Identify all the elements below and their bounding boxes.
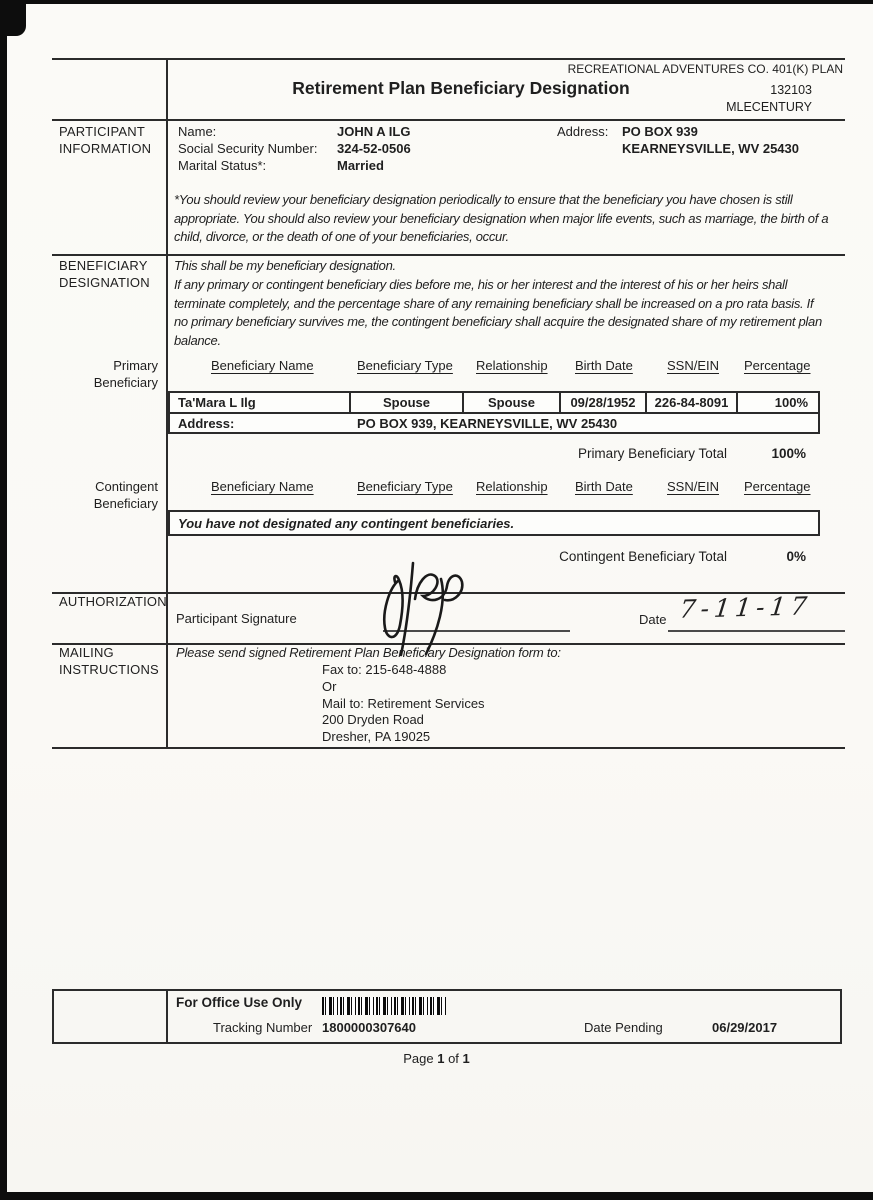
- primary-beneficiary-label-2: Beneficiary: [93, 375, 158, 390]
- mailing-fax: Fax to: 215-648-4888: [322, 662, 447, 677]
- scan-edge-left: [0, 0, 7, 1200]
- section-label-participant-2: INFORMATION: [59, 141, 152, 156]
- row-address-value: PO BOX 939, KEARNEYSVILLE, WV 25430: [357, 415, 618, 431]
- column-header-birth-date: Birth Date: [575, 358, 633, 373]
- divider-top: [52, 58, 845, 60]
- plan-name: RECREATIONAL ADVENTURES CO. 401(K) PLAN: [567, 62, 843, 76]
- scan-edge-bottom: [0, 1192, 873, 1200]
- section-label-mailing-1: MAILING: [59, 645, 114, 660]
- column-header-ssn-ein: SSN/EIN: [667, 358, 720, 373]
- cell-relationship: Spouse: [462, 393, 559, 412]
- contingent-beneficiary-label-1: Contingent: [95, 479, 158, 494]
- cell-birth-date: 09/28/1952: [559, 393, 645, 412]
- primary-total-value: 100%: [771, 446, 806, 461]
- beneficiary-intro-paragraph: If any primary or contingent beneficiary dies before me, his or her interest and the interest of his or her heirs shall terminate completely, and the percentage share of any remaining beneficiary shall be increased on a pro rata basis. If no primary beneficiary survives me, the contingent beneficiary shall acquire the designated share of my retirement plan balance.: [174, 277, 822, 348]
- ssn-label: Social Security Number:: [178, 141, 318, 156]
- date-label: Date: [639, 612, 667, 627]
- divider-bottom: [52, 747, 845, 749]
- contingent-empty-box: [168, 510, 820, 536]
- mailing-city: Dresher, PA 19025: [322, 729, 431, 744]
- section-label-mailing-2: INSTRUCTIONS: [59, 662, 159, 677]
- date-pending-value: 06/29/2017: [712, 1020, 778, 1035]
- section-label-authorization: AUTHORIZATION: [59, 594, 167, 609]
- name-value: JOHN A ILG: [337, 124, 411, 139]
- column-header-birth-date: Birth Date: [575, 479, 633, 494]
- mailing-intro: Please send signed Retirement Plan Beneficiary Designation form to:: [176, 645, 561, 660]
- scan-edge-top: [0, 0, 873, 4]
- marital-status-label: Marital Status*:: [178, 158, 267, 173]
- column-header-ssn-ein: SSN/EIN: [667, 479, 720, 494]
- tracking-number-value: 1800000307640: [322, 1020, 416, 1035]
- ssn-value: 324-52-0506: [337, 141, 411, 156]
- barcode: [322, 997, 446, 1015]
- of-word: of: [448, 1051, 459, 1066]
- name-label: Name:: [178, 124, 217, 139]
- page-total: 1: [462, 1051, 470, 1066]
- column-header-percentage: Percentage: [744, 479, 811, 494]
- contingent-empty-message: You have not designated any contingent beneficiaries.: [178, 515, 515, 531]
- column-header-beneficiary-name: Beneficiary Name: [211, 358, 314, 373]
- handwritten-date: 7-11-17: [678, 591, 814, 624]
- primary-total-label: Primary Beneficiary Total: [577, 446, 727, 461]
- mailing-mail-to: Mail to: Retirement Services: [322, 696, 485, 711]
- primary-beneficiary-label-1: Primary: [113, 358, 158, 373]
- section-label-participant-1: PARTICIPANT: [59, 124, 145, 139]
- tracking-number-label: Tracking Number: [213, 1020, 313, 1035]
- office-use-title: For Office Use Only: [176, 995, 303, 1010]
- scan-corner-blob: [0, 0, 26, 36]
- date-line: [668, 630, 845, 632]
- participant-signature-label: Participant Signature: [176, 611, 297, 626]
- beneficiary-intro-line: This shall be my beneficiary designation.: [174, 258, 396, 273]
- form-title: Retirement Plan Beneficiary Designation: [292, 78, 630, 98]
- form-subcode: MLECENTURY: [726, 100, 812, 114]
- address-value-line2: KEARNEYSVILLE, WV 25430: [622, 141, 799, 156]
- section-label-beneficiary-2: DESIGNATION: [59, 275, 150, 290]
- contingent-total-label: Contingent Beneficiary Total: [559, 549, 727, 564]
- divider-header: [52, 119, 845, 121]
- address-label: Address:: [557, 124, 609, 139]
- cell-percentage: 100%: [736, 393, 818, 412]
- contingent-beneficiary-label-2: Beneficiary: [93, 496, 158, 511]
- page-number: 1: [437, 1051, 445, 1066]
- column-header-beneficiary-type: Beneficiary Type: [357, 479, 453, 494]
- primary-beneficiary-table: [168, 391, 820, 434]
- section-label-beneficiary-1: BENEFICIARY: [59, 258, 148, 273]
- column-header-relationship: Relationship: [476, 358, 548, 373]
- form-code: 132103: [770, 83, 812, 97]
- address-value-line1: PO BOX 939: [622, 124, 698, 139]
- cell-beneficiary-name: Ta'Mara L Ilg: [178, 395, 256, 410]
- mailing-street: 200 Dryden Road: [322, 712, 424, 727]
- divider-participant: [52, 254, 845, 256]
- cell-beneficiary-type: Spouse: [349, 393, 462, 412]
- column-header-percentage: Percentage: [744, 358, 811, 373]
- column-header-beneficiary-name: Beneficiary Name: [211, 479, 314, 494]
- participant-note: *You should review your beneficiary designation periodically to ensure that the beneficiary you have chosen is still appropriate. You should also review your beneficiary designation when major life events, such as marriage, the birth of a child, divorce, or the death of one of your beneficiaries, occur.: [174, 192, 829, 244]
- marital-status-value: Married: [337, 158, 384, 173]
- page-footer: [0, 1051, 873, 1066]
- cell-ssn-ein: 226-84-8091: [645, 393, 736, 412]
- table-address-row: [170, 412, 818, 432]
- office-box-divider: [166, 991, 168, 1042]
- column-header-relationship: Relationship: [476, 479, 548, 494]
- table-row: [170, 393, 818, 412]
- date-pending-label: Date Pending: [584, 1020, 663, 1035]
- row-address-label: Address:: [178, 415, 235, 431]
- office-use-box: [52, 989, 842, 1044]
- mailing-or: Or: [322, 679, 337, 694]
- contingent-total-value: 0%: [786, 549, 806, 564]
- column-header-beneficiary-type: Beneficiary Type: [357, 358, 453, 373]
- page-word: Page: [403, 1051, 434, 1066]
